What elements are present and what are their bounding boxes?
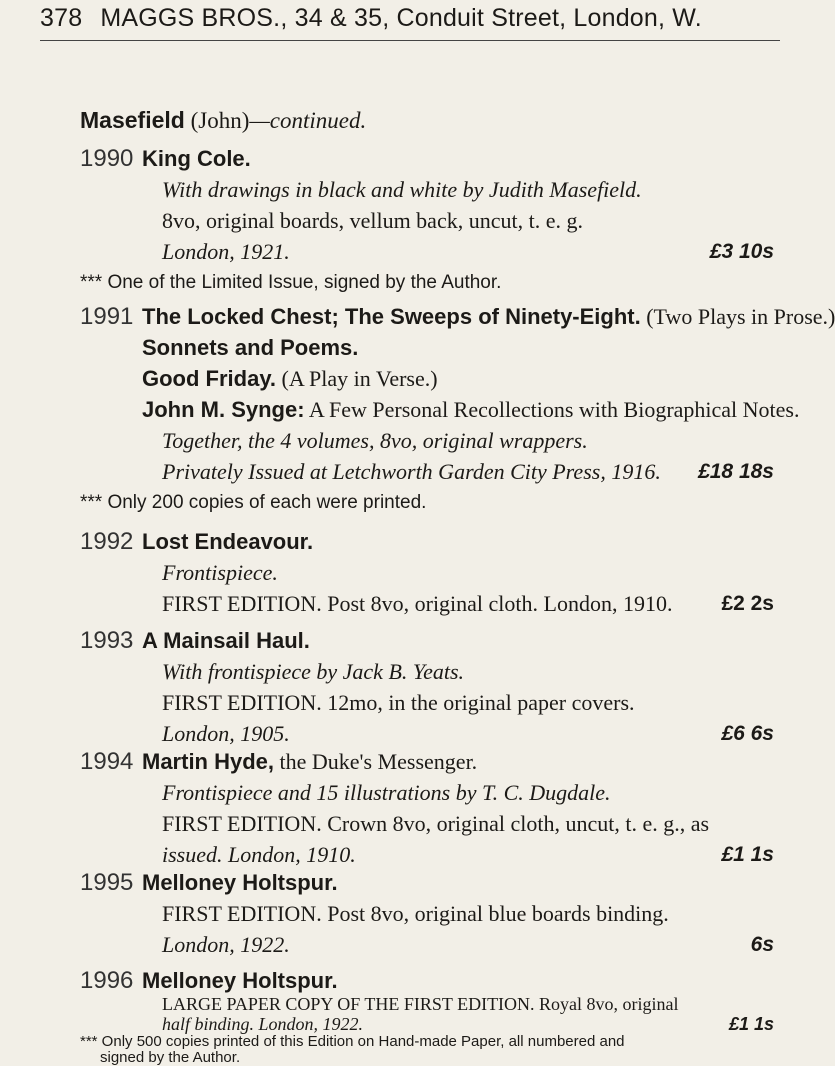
entry-note: signed by the Author. [100,1049,241,1066]
entry-title-note: the Duke's Messenger. [274,749,478,774]
entry-title: Melloney Holtspur. [142,968,338,993]
entry-line [80,839,792,870]
entry-number: 1993 [80,627,134,654]
section-heading [80,107,366,134]
entry-price: £18 18s [698,460,774,483]
entry-title: Melloney Holtspur. [142,870,338,895]
entry-line [80,236,792,267]
entry-imprint: London, 1922. [162,932,290,957]
entry-price: £1 1s [721,843,774,866]
entry-line [80,456,792,487]
entry-number: 1991 [80,303,134,330]
entry-line: LARGE PAPER COPY OF THE FIRST EDITION. Royal 8vo, original [162,994,679,1014]
publisher-line: MAGGS BROS., 34 & 35, Conduit Street, London, W. [100,4,702,32]
entry-title-note: A Few Personal Recollections with Biographical Notes. [304,397,800,422]
entry-imprint: London, 1921. [162,239,290,264]
entry-price: 6s [750,933,774,956]
entry-number: 1995 [80,869,134,896]
entry-note: *** One of the Limited Issue, signed by the Author. [80,272,502,293]
entry-number: 1996 [80,967,134,994]
page-number: 378 [40,4,83,32]
entry-price: £3 10s [709,240,774,263]
entry-title-note: (Two Plays in Prose.) [640,304,835,329]
entry-line: With drawings in black and white by Judith Masefield. [162,177,642,202]
entry-title: Lost Endeavour. [142,529,314,554]
entry-title: Good Friday. [142,366,277,391]
entry-line: Frontispiece. [162,560,278,585]
entry-line: Frontispiece and 15 illustrations by T. C. Dugdale. [162,780,611,805]
entry-line: FIRST EDITION. 12mo, in the original paper covers. [162,690,635,715]
entry-imprint: Privately Issued at Letchworth Garden City Press, 1916. [162,459,661,484]
entry-line: With frontispiece by Jack B. Yeats. [162,659,465,684]
catalogue-entry-1991 [80,301,835,518]
entry-line: Together, the 4 volumes, 8vo, original wrappers. [162,428,588,453]
entry-note: *** Only 500 copies printed of this Edition on Hand-made Paper, all numbered and [80,1033,625,1050]
entry-price: £6 6s [721,722,774,745]
entry-line [80,588,792,619]
entry-title: John M. Synge: [142,397,305,422]
entry-number: 1992 [80,528,134,555]
entry-line-text: 8vo, original boards, vellum back, uncut, t. e. g. [162,208,583,233]
entry-price: £2 2s [721,592,774,615]
entry-imprint: London, 1905. [162,721,290,746]
catalogue-entry-1995 [80,867,792,960]
catalogue-entry-1994 [80,746,792,870]
section-author-name: (John) [190,108,250,133]
running-header [40,4,780,33]
entry-line [80,1014,792,1034]
entry-title: Sonnets and Poems. [142,335,359,360]
entry-line: FIRST EDITION. Post 8vo, original blue boards binding. [162,901,669,926]
entry-number: 1994 [80,748,134,775]
catalogue-entry-1996 [80,968,792,1066]
catalogue-entry-1990 [80,143,792,298]
header-rule [40,40,780,41]
entry-title: Martin Hyde, [142,749,275,774]
entry-line-text: FIRST EDITION. Post 8vo, original cloth. London, 1910. [162,591,673,616]
entry-title: A Mainsail Haul. [142,628,310,653]
entry-title: King Cole. [142,146,251,171]
entry-line [80,718,792,749]
catalogue-entry-1992 [80,526,792,619]
entry-line: FIRST EDITION. Crown 8vo, original cloth, uncut, t. e. g., as [162,811,710,836]
entry-imprint: half binding. London, 1922. [162,1014,364,1034]
entry-price: £1 1s [728,1014,774,1034]
entry-line [80,205,792,236]
entry-number: 1990 [80,145,134,172]
section-author: Masefield [80,107,185,133]
catalogue-entry-1993 [80,625,792,749]
entry-imprint: issued. London, 1910. [162,842,356,867]
section-continued: —continued. [249,108,367,133]
entry-title: The Locked Chest; The Sweeps of Ninety-Eight. [142,304,641,329]
entry-note: *** Only 200 copies of each were printed. [80,492,427,513]
entry-title-note: (A Play in Verse.) [276,366,438,391]
entry-line [80,929,792,960]
